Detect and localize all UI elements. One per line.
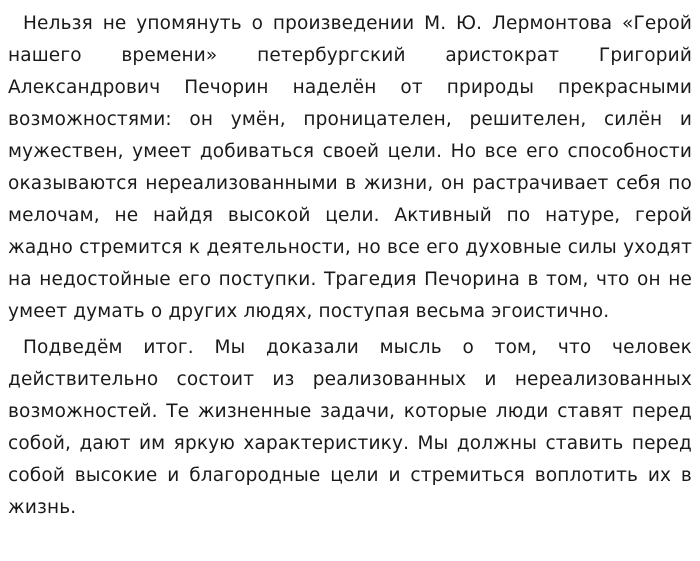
paragraph-conclusion: Подведём итог. Мы доказали мысль о том, что человек действительно состоит из реализованных и нереализованных возможностей. Те жизненные задачи, которые люди ставят перед собой, дают им яркую характеристику. Мы должны ставить перед собой высокие и благородные цели и стремиться воплотить их в жизнь. [8, 337, 692, 518]
paragraph-pechorin: Нельзя не упомянуть о произведении М. Ю. Лермонтова «Герой нашего времени» петербургский аристократ Григорий Александрович Печорин наделён от природы прекрасными возможностями: он умён, проницателен, решителен, силён и мужествен, умеет добиваться своей цели. Но все его способности оказываются нереализованными в жизни, он растрачивает себя по мелочам, не найдя высокой цели. Активный по натуре, герой жадно стремится к деятельности, но все его духовные силы уходят на недостойные его поступки. Трагедия Печорина в том, что он не умеет думать о других людях, поступая весьма эгоистично. [8, 13, 692, 322]
